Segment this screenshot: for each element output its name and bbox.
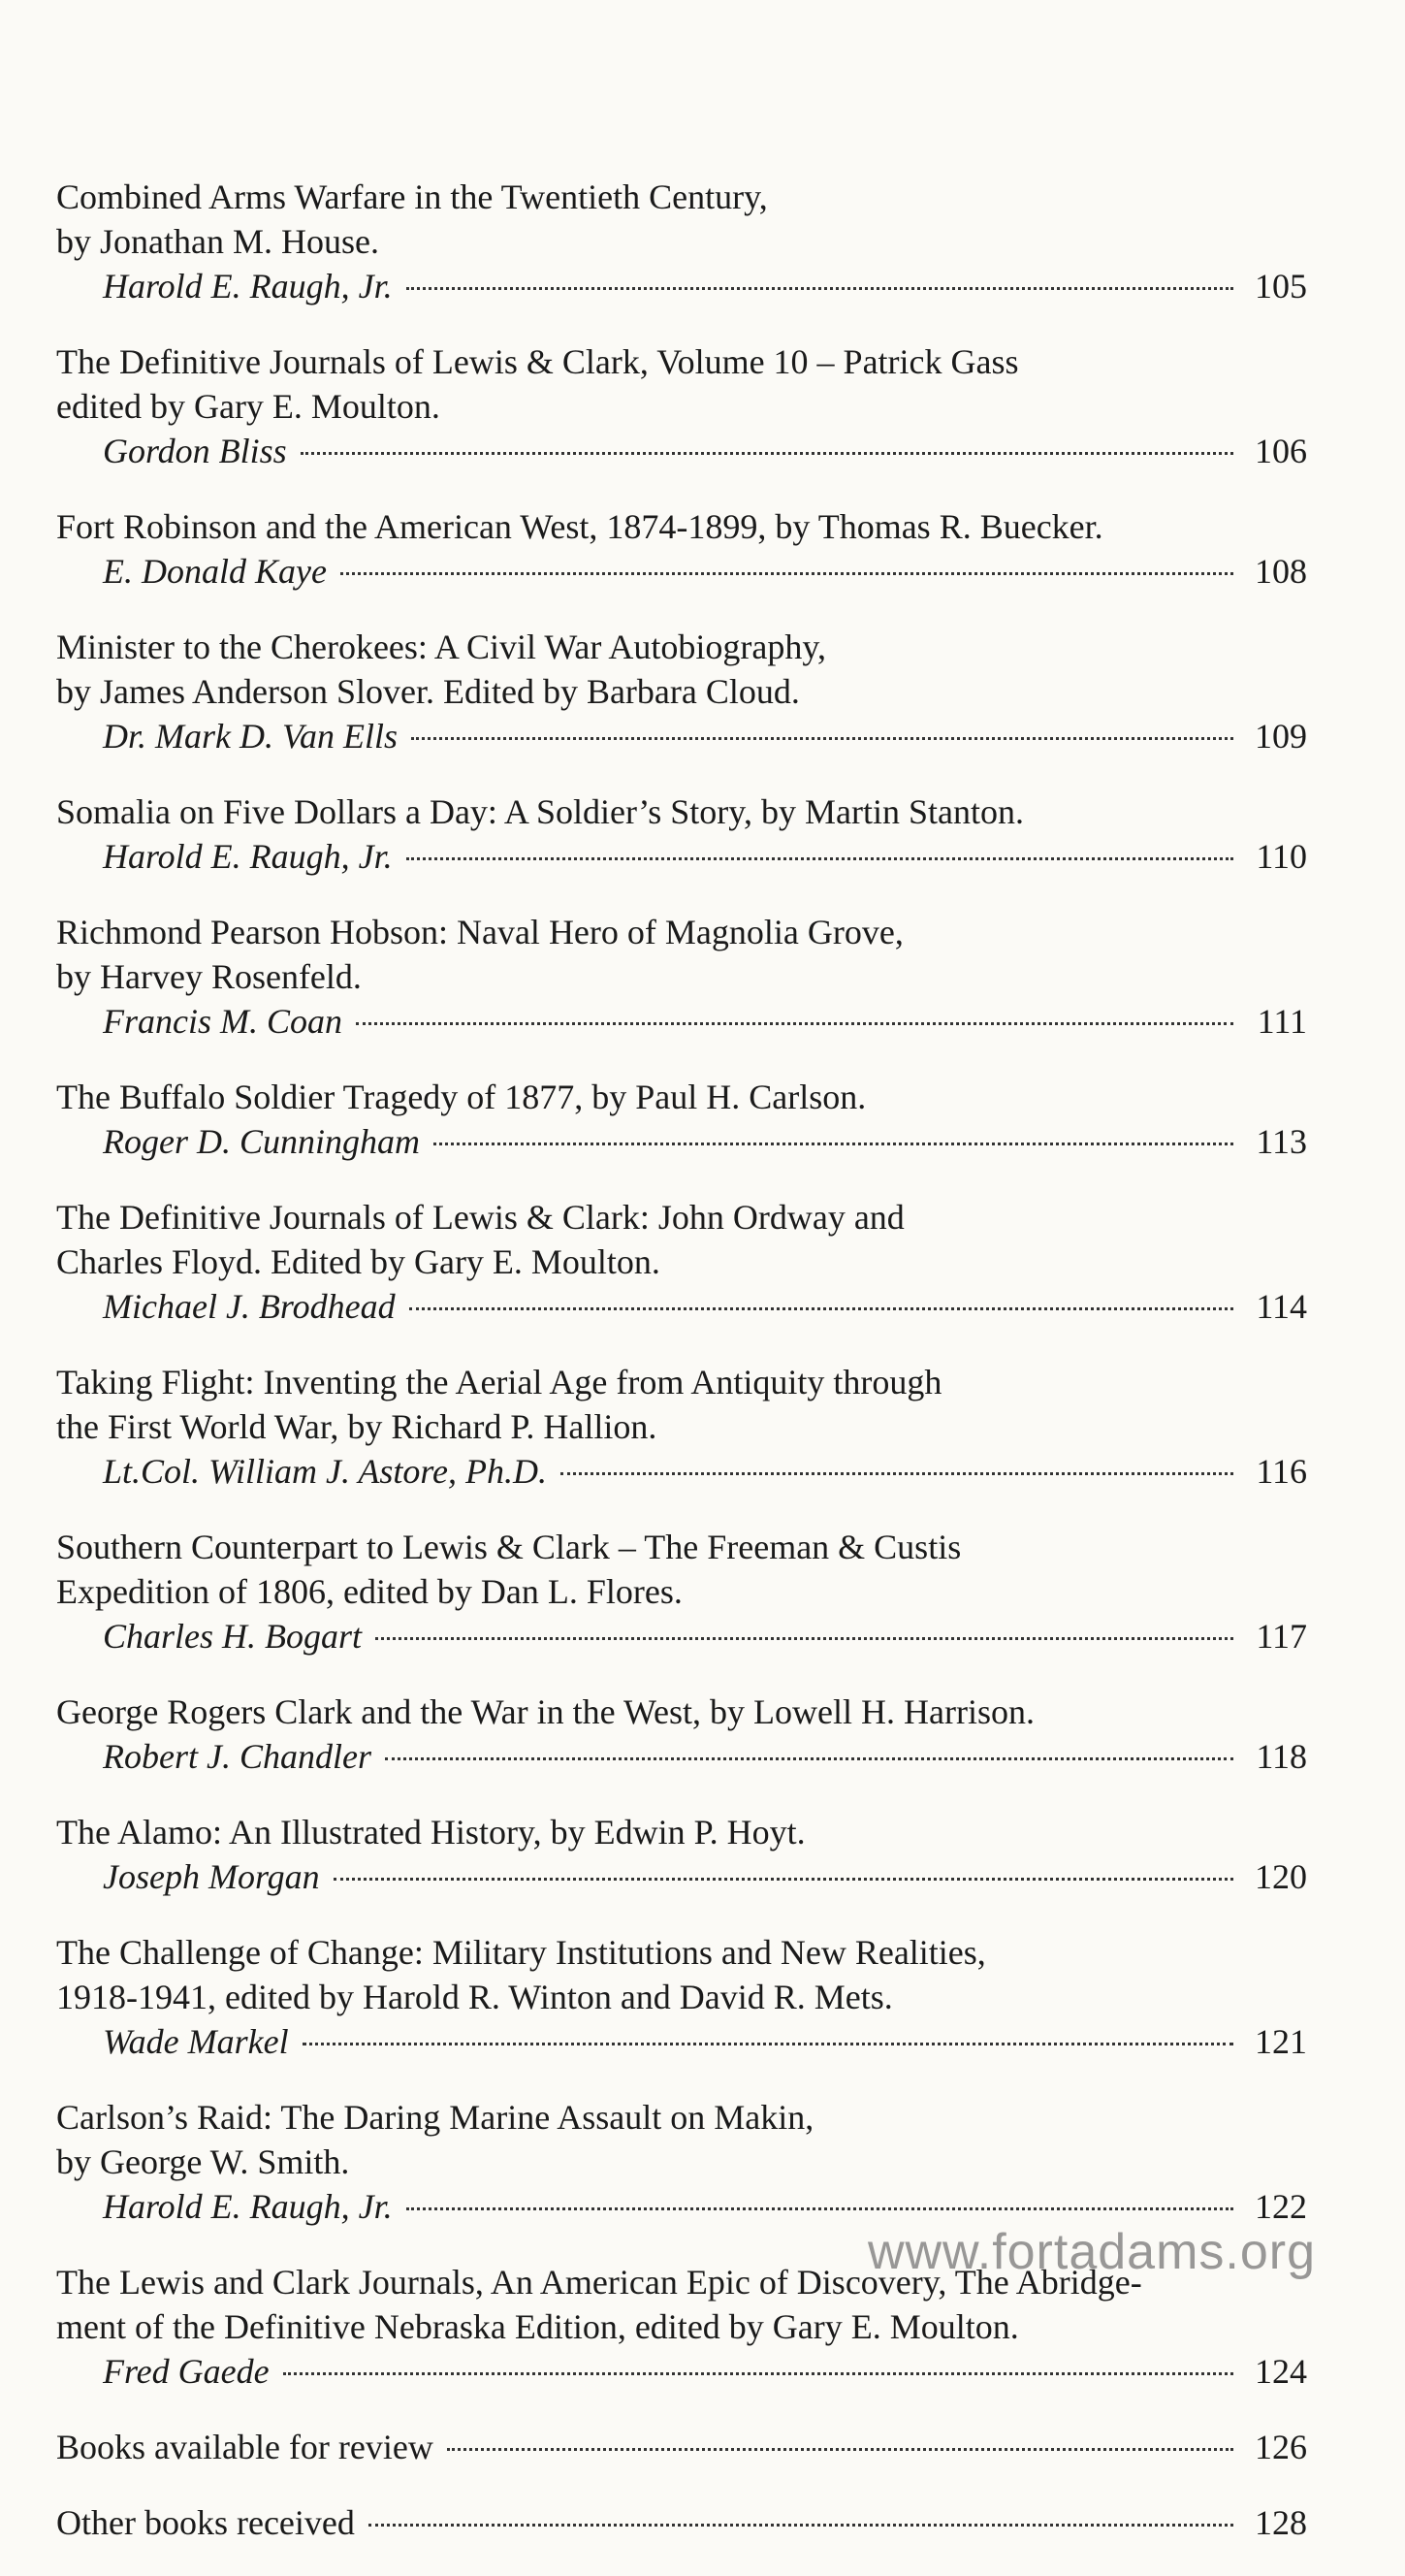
- contents-extra-entry: [56, 2425, 1307, 2469]
- review-entry: [56, 1810, 1307, 1899]
- book-title-line: Expedition of 1806, edited by Dan L. Flores.: [56, 1572, 683, 1611]
- reviewer-row: [56, 714, 1307, 758]
- reviewer-row: [56, 1614, 1307, 1658]
- book-title-line: by Harvey Rosenfeld.: [56, 957, 362, 996]
- page-number: 111: [1257, 1002, 1307, 1041]
- book-title-line: Richmond Pearson Hobson: Naval Hero of Magnolia Grove,: [56, 913, 904, 951]
- reviewer-row: [56, 1119, 1307, 1164]
- dot-leader: [375, 1637, 1233, 1640]
- page-number: 128: [1255, 2503, 1307, 2542]
- page-number: 126: [1255, 2428, 1307, 2466]
- reviewer-row: [56, 999, 1307, 1044]
- book-title-line: The Alamo: An Illustrated History, by Edwin P. Hoyt.: [56, 1813, 806, 1852]
- review-entry: [56, 1195, 1307, 1329]
- book-title-line: Carlson’s Raid: The Daring Marine Assault on Makin,: [56, 2098, 814, 2137]
- reviewer-row: [56, 1284, 1307, 1329]
- book-title-line: Fort Robinson and the American West, 1874-1899, by Thomas R. Buecker.: [56, 507, 1103, 546]
- extra-row: [56, 2425, 1307, 2469]
- reviewer-row: [56, 1734, 1307, 1779]
- book-title-line: The Buffalo Soldier Tragedy of 1877, by Paul H. Carlson.: [56, 1078, 867, 1116]
- page-number: 122: [1255, 2187, 1307, 2226]
- book-title-line: Combined Arms Warfare in the Twentieth Century,: [56, 177, 768, 216]
- review-entry: [56, 2095, 1307, 2229]
- reviewer-name: Harold E. Raugh, Jr.: [103, 2187, 393, 2226]
- review-entry: [56, 1360, 1307, 1494]
- extra-label: Books available for review: [56, 2428, 433, 2466]
- review-entry: [56, 1525, 1307, 1658]
- dot-leader: [433, 1143, 1233, 1145]
- dot-leader: [334, 1878, 1233, 1881]
- reviewer-name: Harold E. Raugh, Jr.: [103, 267, 393, 306]
- reviewer-name: Francis M. Coan: [103, 1002, 342, 1041]
- review-entry: [56, 1930, 1307, 2064]
- book-title-line: the First World War, by Richard P. Hallion.: [56, 1407, 657, 1446]
- reviewer-name: Joseph Morgan: [103, 1857, 320, 1896]
- reviewer-row: [56, 264, 1307, 308]
- page-number: 116: [1256, 1452, 1307, 1491]
- reviewer-row: [56, 1449, 1307, 1494]
- dot-leader: [303, 2043, 1233, 2045]
- review-contents-list: [56, 175, 1307, 2576]
- page-number: 106: [1255, 432, 1307, 470]
- reviewer-name: Wade Markel: [103, 2022, 289, 2061]
- page-number: 110: [1256, 837, 1307, 876]
- book-title-line: Minister to the Cherokees: A Civil War Autobiography,: [56, 628, 827, 666]
- reviewer-name: Gordon Bliss: [103, 432, 287, 470]
- dot-leader: [409, 1307, 1233, 1310]
- book-title-line: by George W. Smith.: [56, 2142, 350, 2181]
- dot-leader: [368, 2524, 1233, 2527]
- reviewer-name: Charles H. Bogart: [103, 1617, 363, 1656]
- reviewer-name: Michael J. Brodhead: [103, 1287, 396, 1326]
- page-number: 124: [1255, 2352, 1307, 2391]
- reviewer-name: Roger D. Cunningham: [103, 1122, 420, 1161]
- page-number: 118: [1256, 1737, 1307, 1776]
- book-title-line: by Jonathan M. House.: [56, 222, 379, 261]
- dot-leader: [301, 452, 1233, 455]
- review-entry: [56, 1075, 1307, 1164]
- book-title-line: The Definitive Journals of Lewis & Clark, Volume 10 – Patrick Gass: [56, 342, 1019, 381]
- page-number: 109: [1255, 717, 1307, 756]
- reviewer-name: Robert J. Chandler: [103, 1737, 371, 1776]
- book-title-line: edited by Gary E. Moulton.: [56, 387, 440, 426]
- review-entry: [56, 175, 1307, 308]
- page-number: 108: [1255, 552, 1307, 591]
- page-number: 121: [1255, 2022, 1307, 2061]
- book-title-line: The Lewis and Clark Journals, An American Epic of Discovery, The Abridge-: [56, 2263, 1142, 2302]
- dot-leader: [406, 2207, 1233, 2210]
- dot-leader: [406, 287, 1233, 290]
- page-number: 114: [1256, 1287, 1307, 1326]
- review-entry: [56, 789, 1307, 879]
- book-title-line: Somalia on Five Dollars a Day: A Soldier’s Story, by Martin Stanton.: [56, 792, 1024, 831]
- reviewer-name: E. Donald Kaye: [103, 552, 327, 591]
- book-title-line: Southern Counterpart to Lewis & Clark – The Freeman & Custis: [56, 1528, 962, 1566]
- reviewer-row: [56, 834, 1307, 879]
- page-number: 113: [1256, 1122, 1307, 1161]
- dot-leader: [385, 1757, 1233, 1760]
- book-title-line: by James Anderson Slover. Edited by Barbara Cloud.: [56, 672, 800, 711]
- reviewer-row: [56, 2019, 1307, 2064]
- dot-leader: [406, 857, 1233, 860]
- reviewer-row: [56, 2349, 1307, 2394]
- reviewer-row: [56, 1854, 1307, 1899]
- dot-leader: [340, 572, 1233, 575]
- reviewer-name: Dr. Mark D. Van Ells: [103, 717, 398, 756]
- dot-leader: [283, 2372, 1233, 2375]
- reviewer-name: Lt.Col. William J. Astore, Ph.D.: [103, 1452, 548, 1491]
- reviewer-name: Harold E. Raugh, Jr.: [103, 837, 393, 876]
- dot-leader: [447, 2448, 1233, 2451]
- book-title-line: 1918-1941, edited by Harold R. Winton and David R. Mets.: [56, 1978, 893, 2016]
- page-number: 117: [1256, 1617, 1307, 1656]
- page-number: 105: [1255, 267, 1307, 306]
- dot-leader: [411, 737, 1233, 740]
- extra-label: Other books received: [56, 2503, 355, 2542]
- review-entry: [56, 910, 1307, 1044]
- dot-leader: [560, 1472, 1233, 1475]
- book-title-line: ment of the Definitive Nebraska Edition, edited by Gary E. Moulton.: [56, 2307, 1019, 2346]
- reviewer-row: [56, 429, 1307, 473]
- book-title-line: George Rogers Clark and the War in the West, by Lowell H. Harrison.: [56, 1692, 1035, 1731]
- book-title-line: The Challenge of Change: Military Institutions and New Realities,: [56, 1933, 986, 1972]
- dot-leader: [356, 1022, 1233, 1025]
- extra-row: [56, 2500, 1307, 2545]
- contents-extra-entry: [56, 2500, 1307, 2545]
- page-number: 120: [1255, 1857, 1307, 1896]
- review-entry: [56, 625, 1307, 758]
- book-title-line: Taking Flight: Inventing the Aerial Age from Antiquity through: [56, 1363, 942, 1401]
- review-entry: [56, 339, 1307, 473]
- reviewer-name: Fred Gaede: [103, 2352, 270, 2391]
- book-title-line: Charles Floyd. Edited by Gary E. Moulton.: [56, 1242, 660, 1281]
- reviewer-row: [56, 549, 1307, 594]
- review-entry: [56, 504, 1307, 594]
- review-entry: [56, 1690, 1307, 1779]
- book-title-line: The Definitive Journals of Lewis & Clark: John Ordway and: [56, 1198, 905, 1237]
- watermark: www.fortadams.org: [867, 2224, 1316, 2280]
